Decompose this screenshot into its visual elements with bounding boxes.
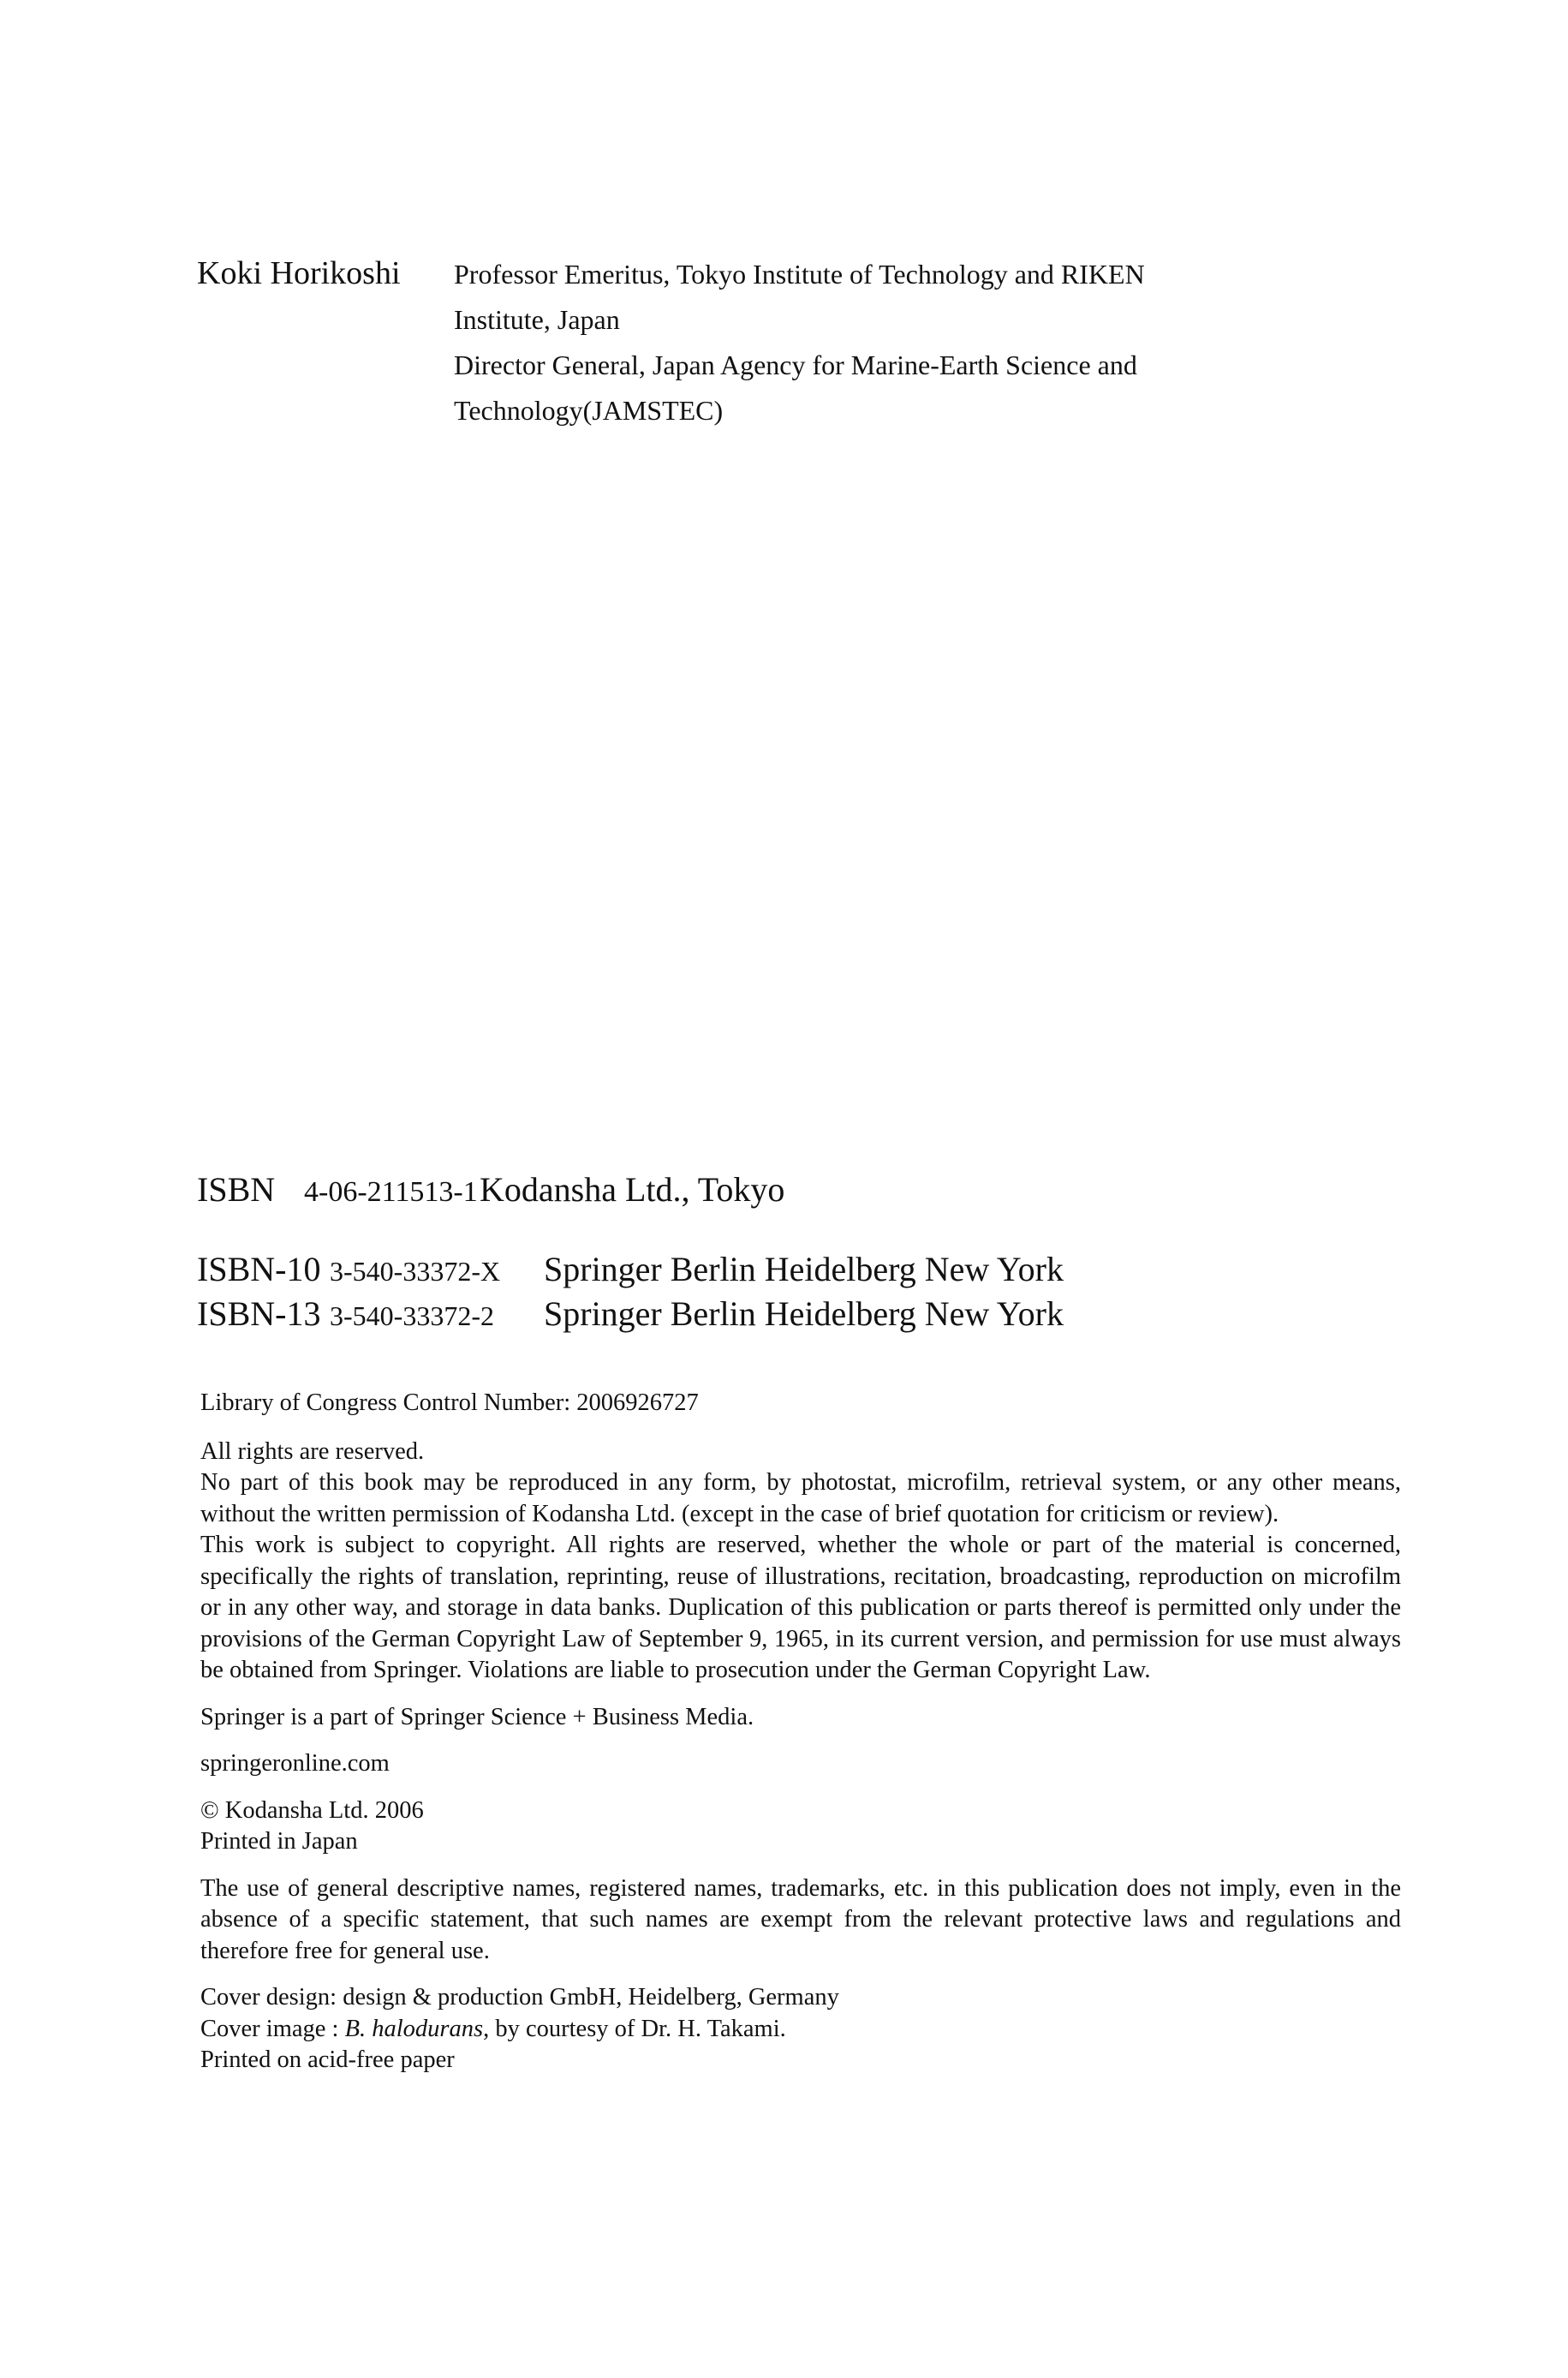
isbn-publisher: Springer Berlin Heidelberg New York <box>544 1294 1064 1333</box>
isbn-label: ISBN-13 <box>197 1294 321 1333</box>
isbn-kodansha-row <box>197 1168 784 1215</box>
cover-image-species: B. halodurans <box>344 2015 484 2042</box>
isbn-publisher: Kodansha Ltd., Tokyo <box>480 1170 785 1209</box>
printed-in: Printed in Japan <box>200 1828 358 1855</box>
isbn-number: 3-540-33372-X <box>330 1256 501 1287</box>
isbn-label: ISBN <box>197 1170 276 1209</box>
lccn: Library of Congress Control Number: 2006926727 <box>200 1389 699 1416</box>
descriptive-names-notice: The use of general descriptive names, registered names, trademarks, etc. in this publication does not imply, even in the absence of a specific statement, that such names are exempt from the relevant protective laws and regulations and therefore free for general use. <box>200 1874 1401 1964</box>
isbn-13-row <box>197 1292 1064 1338</box>
copyright-line: © Kodansha Ltd. 2006 <box>200 1796 424 1824</box>
isbn-number: 4-06-211513-1 <box>304 1176 478 1208</box>
cover-design: Cover design: design & production GmbH, Heidelberg, Germany <box>200 1984 839 2011</box>
author-name: Koki Horikoshi <box>197 255 401 291</box>
website: springeronline.com <box>200 1750 390 1777</box>
author-affiliations <box>454 252 1310 433</box>
no-reproduction-notice: No part of this book may be reproduced in any form, by photostat, microfilm, retrieval system, or any other means, without the written permission of Kodansha Ltd. (except in the case of brief quotation for criticism or review). <box>200 1469 1401 1527</box>
rights-reserved: All rights are reserved. <box>200 1437 425 1465</box>
paper-note: Printed on acid-free paper <box>200 2046 455 2073</box>
cover-image-prefix: Cover image : <box>200 2015 345 2042</box>
affiliation-line: Institute, Japan <box>454 304 620 335</box>
isbn-label: ISBN-10 <box>197 1250 321 1288</box>
cover-image-suffix: , by courtesy of Dr. H. Takami. <box>483 2015 786 2042</box>
legal-block <box>200 1388 1401 2076</box>
isbn-10-row <box>197 1247 1064 1294</box>
affiliation-line: Professor Emeritus, Tokyo Institute of Technology and RIKEN <box>454 259 1145 290</box>
isbn-number: 3-540-33372-2 <box>330 1300 494 1331</box>
affiliation-line: Technology(JAMSTEC) <box>454 395 724 426</box>
isbn-publisher: Springer Berlin Heidelberg New York <box>544 1250 1064 1288</box>
cover-image <box>200 2014 1401 2046</box>
springer-part-notice: Springer is a part of Springer Science + Business Media. <box>200 1703 754 1730</box>
copyright-law-notice: This work is subject to copyright. All rights are reserved, whether the whole or part of the material is concerned, specifically the rights of translation, reprinting, reuse of illustrations, recitation, broadcasting, reproduction on microfilm or in any other way, and storage in data banks. Duplication of this publication or parts thereof is permitted only under the provisions of the German Copyright Law of September 9, 1965, in its current version, and permission for use must always be obtained from Springer. Violations are liable to prosecution under the German Copyright Law. <box>200 1532 1401 1683</box>
affiliation-line: Director General, Japan Agency for Marine-Earth Science and <box>454 350 1137 380</box>
